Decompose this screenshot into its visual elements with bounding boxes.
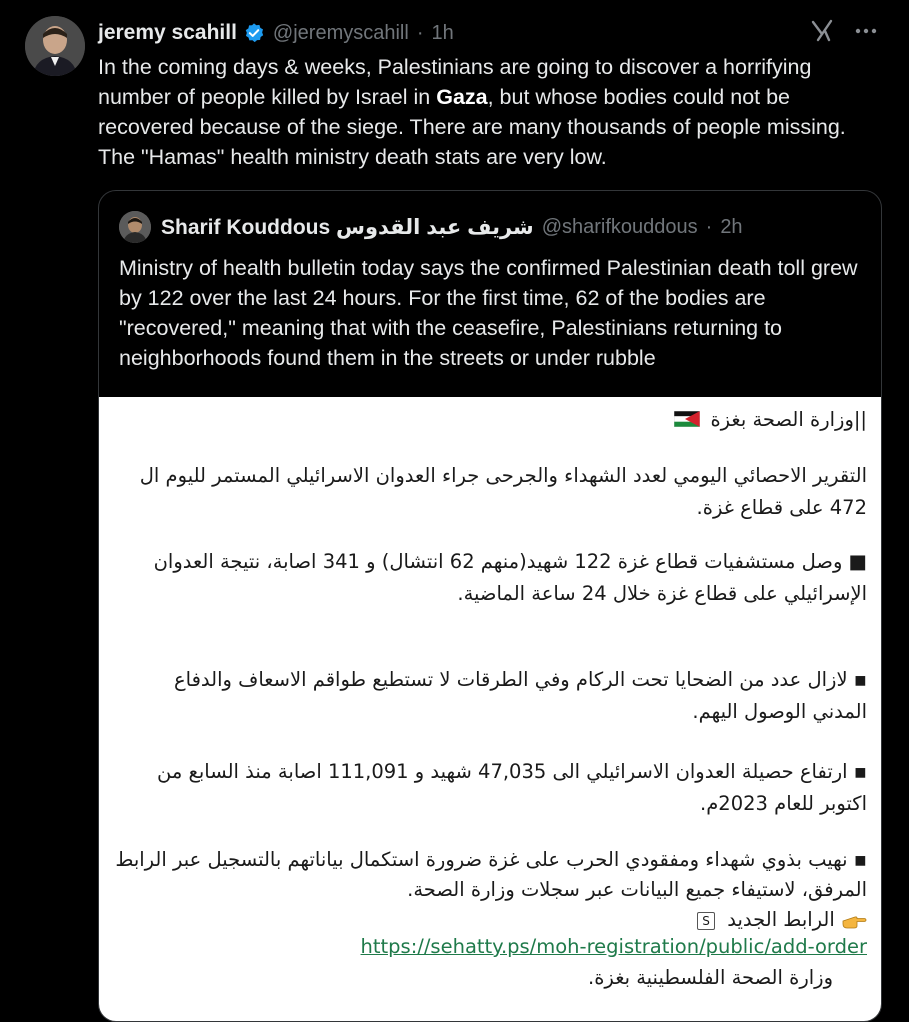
doc-p3-line1: ▪ لازال عدد من الضحايا تحت الركام وفي الطرقات لا تستطيع طواقم الاسعاف والدفاع <box>174 668 867 691</box>
doc-link-label-row <box>691 905 867 935</box>
quote-header <box>119 211 743 243</box>
doc-p5-line1: ▪ نهيب بذوي شهداء ومفقودي الحرب على غزة ضرورة استكمال بياناتهم بالتسجيل عبر الرابط <box>115 848 867 871</box>
doc-p4-line2: اكتوبر للعام 2023م. <box>700 792 867 815</box>
quoted-tweet-card[interactable] <box>98 190 882 1022</box>
doc-link-url[interactable]: https://sehatty.ps/moh-registration/public/add-order <box>360 935 867 958</box>
separator-dot: · <box>416 21 424 44</box>
doc-p1-line1: التقرير الاحصائي اليومي لعدد الشهداء والجرحى جراء العدوان الاسرائيلي المستمر لليوم ال <box>139 464 867 487</box>
doc-title: ||وزارة الصحة بغزة <box>710 408 867 431</box>
link-s-icon: S <box>697 912 715 930</box>
timestamp[interactable]: 1h <box>431 21 454 44</box>
more-icon[interactable] <box>853 18 879 44</box>
tweet-text-part-1: In the coming days & weeks, Palestinians are going to discover a horrifying number of people killed by Israel in <box>98 55 812 109</box>
tweet-actions <box>809 18 879 44</box>
quote-media-image[interactable] <box>99 397 881 1022</box>
avatar[interactable] <box>25 16 85 76</box>
tweet-header <box>98 18 454 48</box>
doc-p3-line2: المدني الوصول اليهم. <box>692 700 867 723</box>
quote-text: Ministry of health bulletin today says the confirmed Palestinian death toll grew by 122 over the last 24 hours. For the first time, 62 of the bodies are "recovered," meaning that with the ceasefire, Palestinians returning to neighborhoods found them in the streets or under rubble <box>119 256 858 370</box>
palestine-flag-icon <box>674 406 700 436</box>
doc-p1-line2: 472 على قطاع غزة. <box>696 496 867 519</box>
quote-timestamp[interactable]: 2h <box>720 215 743 238</box>
quote-avatar[interactable] <box>119 211 151 243</box>
doc-link-label: الرابط الجديد <box>727 908 835 931</box>
verified-badge-icon <box>243 22 265 44</box>
doc-p2-line2: الإسرائيلي على قطاع غزة خلال 24 ساعة الماضية. <box>457 582 867 605</box>
quote-author-name[interactable]: Sharif Kouddous شريف عبد القدوس <box>161 215 534 239</box>
doc-p2-line1: ■ وصل مستشفيات قطاع غزة 122 شهيد(منهم 62 انتشال) و 341 اصابة، نتيجة العدوان <box>153 550 867 573</box>
pointing-hand-icon <box>835 908 867 931</box>
doc-footer: وزارة الصحة الفلسطينية بغزة. <box>588 966 833 989</box>
doc-p5-line2: المرفق، لاستيفاء جميع البيانات عبر سجلات وزارة الصحة. <box>407 878 867 901</box>
doc-p4-line1: ▪ ارتفاع حصيلة العدوان الاسرائيلي الى 47,035 شهيد و 111,091 اصابة منذ السابع من <box>156 760 867 783</box>
quote-separator-dot: · <box>705 215 713 238</box>
author-handle[interactable]: @jeremyscahill <box>272 21 409 44</box>
tweet-text-part-2: , but whose bodies could not be recovered because of the siege. There are many thousands of people missing. The "Hamas" health ministry death stats are very low. <box>98 85 846 169</box>
tweet-text-bold[interactable]: Gaza <box>436 85 488 109</box>
quote-author-handle[interactable]: @sharifkouddous <box>541 215 698 238</box>
grok-icon[interactable] <box>809 18 835 44</box>
doc-title-row <box>670 405 867 436</box>
tweet-text <box>98 52 888 172</box>
author-name[interactable]: jeremy scahill <box>98 21 237 44</box>
